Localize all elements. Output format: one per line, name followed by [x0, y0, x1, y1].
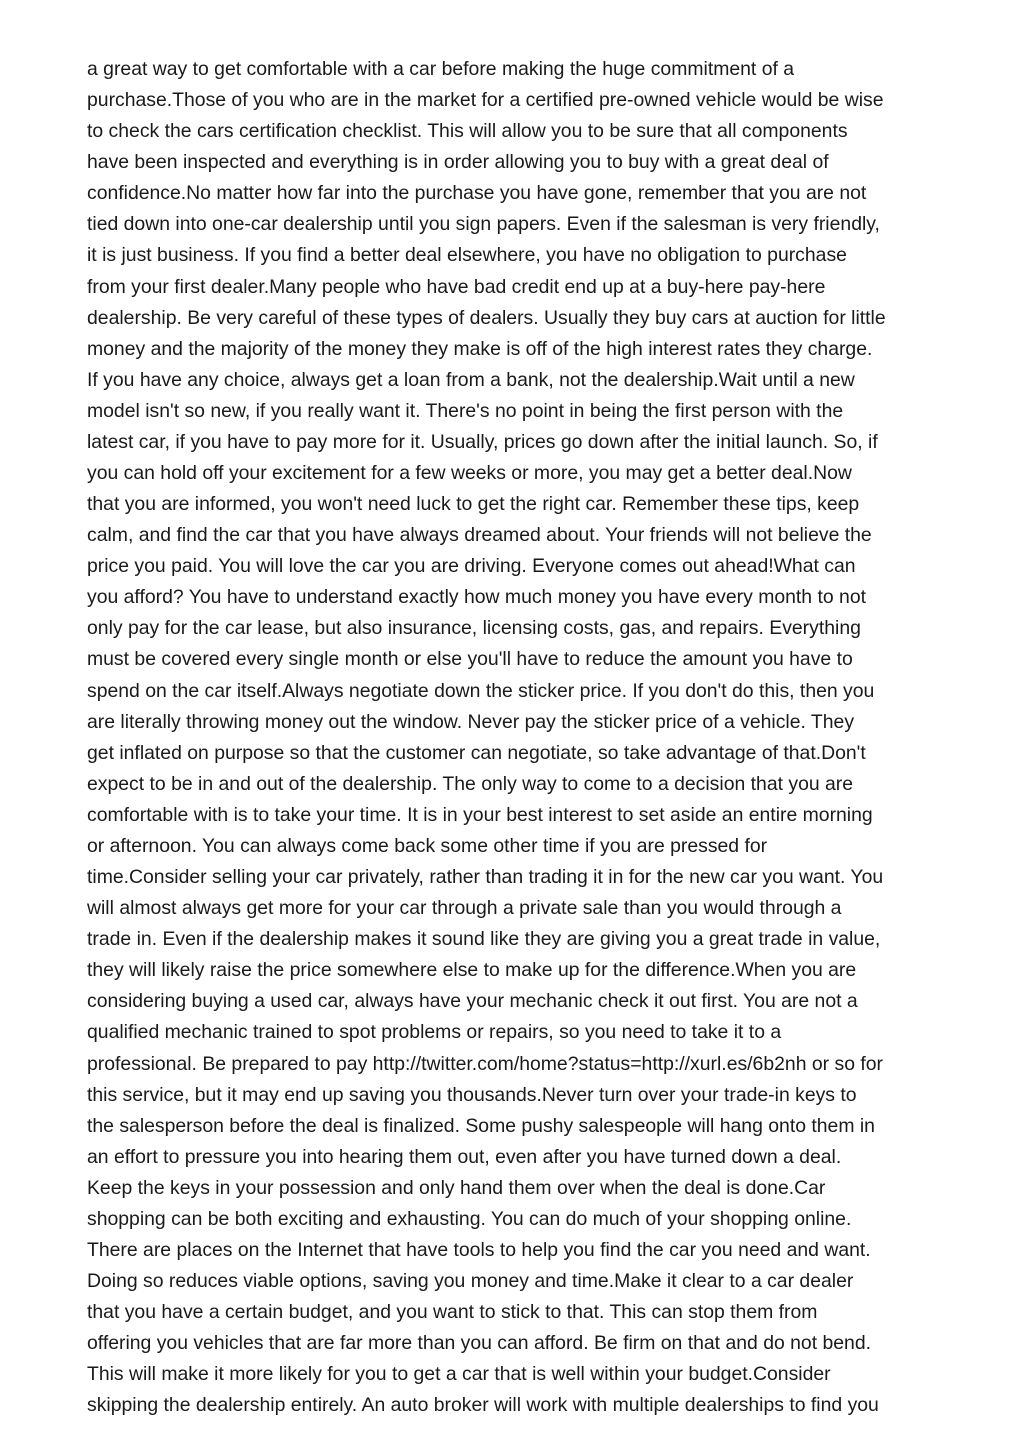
text-line: trade in. Even if the dealership makes it sound like they are giving you a great trade in value,	[87, 928, 881, 951]
text-line: qualified mechanic trained to spot problems or repairs, so you need to take it to a	[87, 1021, 782, 1044]
text-line-with-link: professional. Be prepared to pay http://twitter.com/home?status=http://xurl.es/6b2nh or so for	[87, 1052, 883, 1075]
text-line: from your first dealer.Many people who have bad credit end up at a buy-here pay-here	[87, 275, 826, 298]
text-line: money and the majority of the money they make is off of the high interest rates they charge.	[87, 337, 873, 360]
text-line: you afford? You have to understand exactly how much money you have every month to not	[87, 586, 866, 609]
text-line: a great way to get comfortable with a car before making the huge commitment of a	[87, 58, 795, 80]
text-line: to check the cars certification checklist. This will allow you to be sure that all components	[87, 120, 848, 143]
text-line: will almost always get more for your car through a private sale than you would through a	[87, 897, 842, 920]
text-line: the salesperson before the deal is finalized. Some pushy salespeople will hang onto them in	[87, 1114, 875, 1137]
text-line: dealership. Be very careful of these types of dealers. Usually they buy cars at auction for little	[87, 306, 886, 329]
text-line: expect to be in and out of the dealership. The only way to come to a decision that you are	[87, 772, 854, 795]
text-line: price you paid. You will love the car you are driving. Everyone comes out ahead!What can	[87, 555, 856, 578]
text-line: There are places on the Internet that have tools to help you find the car you need and want.	[87, 1238, 871, 1261]
text-line: confidence.No matter how far into the purchase you have gone, remember that you are not	[87, 182, 867, 205]
text-line: latest car, if you have to pay more for it. Usually, prices go down after the initial launch. So, if	[87, 430, 878, 453]
text-line: must be covered every single month or else you'll have to reduce the amount you have to	[87, 648, 853, 671]
text-line: purchase.Those of you who are in the market for a certified pre-owned vehicle would be wise	[87, 89, 884, 112]
text-line: only pay for the car lease, but also insurance, licensing costs, gas, and repairs. Everything	[87, 617, 861, 640]
text-line: spend on the car itself.Always negotiate down the sticker price. If you don't do this, then you	[87, 679, 875, 702]
text-line: time.Consider selling your car privately, rather than trading it in for the new car you want. You	[87, 866, 884, 889]
text-line: This will make it more likely for you to get a car that is well within your budget.Consider	[87, 1363, 831, 1386]
text-line: an effort to pressure you into hearing them out, even after you have turned down a deal.	[87, 1145, 842, 1168]
text-line: get inflated on purpose so that the customer can negotiate, so take advantage of that.Don't	[87, 741, 866, 764]
text-line: you can hold off your excitement for a few weeks or more, you may get a better deal.Now	[87, 462, 852, 485]
text-line: this service, but it may end up saving you thousands.Never turn over your trade-in keys to	[87, 1083, 857, 1106]
text-line: Doing so reduces viable options, saving you money and time.Make it clear to a car dealer	[87, 1270, 854, 1293]
text-line: offering you vehicles that are far more than you can afford. Be firm on that and do not bend.	[87, 1332, 872, 1355]
text-line: shopping can be both exciting and exhausting. You can do much of your shopping online.	[87, 1207, 852, 1230]
text-line: they will likely raise the price somewhere else to make up for the difference.When you are	[87, 959, 857, 982]
text-line: comfortable with is to take your time. It is in your best interest to set aside an entire morning	[87, 803, 873, 826]
text-line: If you have any choice, always get a loan from a bank, not the dealership.Wait until a new	[87, 368, 855, 391]
text-line: considering buying a used car, always have your mechanic check it out first. You are not a	[87, 990, 858, 1013]
text-line: are literally throwing money out the window. Never pay the sticker price of a vehicle. They	[87, 710, 855, 733]
text-line: calm, and find the car that you have always dreamed about. Your friends will not believe the	[87, 524, 872, 547]
text-line: Keep the keys in your possession and only hand them over when the deal is done.Car	[87, 1176, 826, 1199]
text-line: that you have a certain budget, and you want to stick to that. This can stop them from	[87, 1301, 818, 1324]
text-line: tied down into one-car dealership until you sign papers. Even if the salesman is very friendly,	[87, 213, 880, 236]
text-line: or afternoon. You can always come back some other time if you are pressed for	[87, 834, 768, 857]
body-text	[87, 54, 947, 1421]
text-line: have been inspected and everything is in order allowing you to buy with a great deal of	[87, 151, 829, 174]
text-line: that you are informed, you won't need luck to get the right car. Remember these tips, keep	[87, 493, 860, 516]
text-line: it is just business. If you find a better deal elsewhere, you have no obligation to purchase	[87, 244, 847, 267]
text-line: skipping the dealership entirely. An auto broker will work with multiple dealerships to find you	[87, 1394, 879, 1417]
text-line: model isn't so new, if you really want it. There's no point in being the first person with the	[87, 399, 844, 422]
